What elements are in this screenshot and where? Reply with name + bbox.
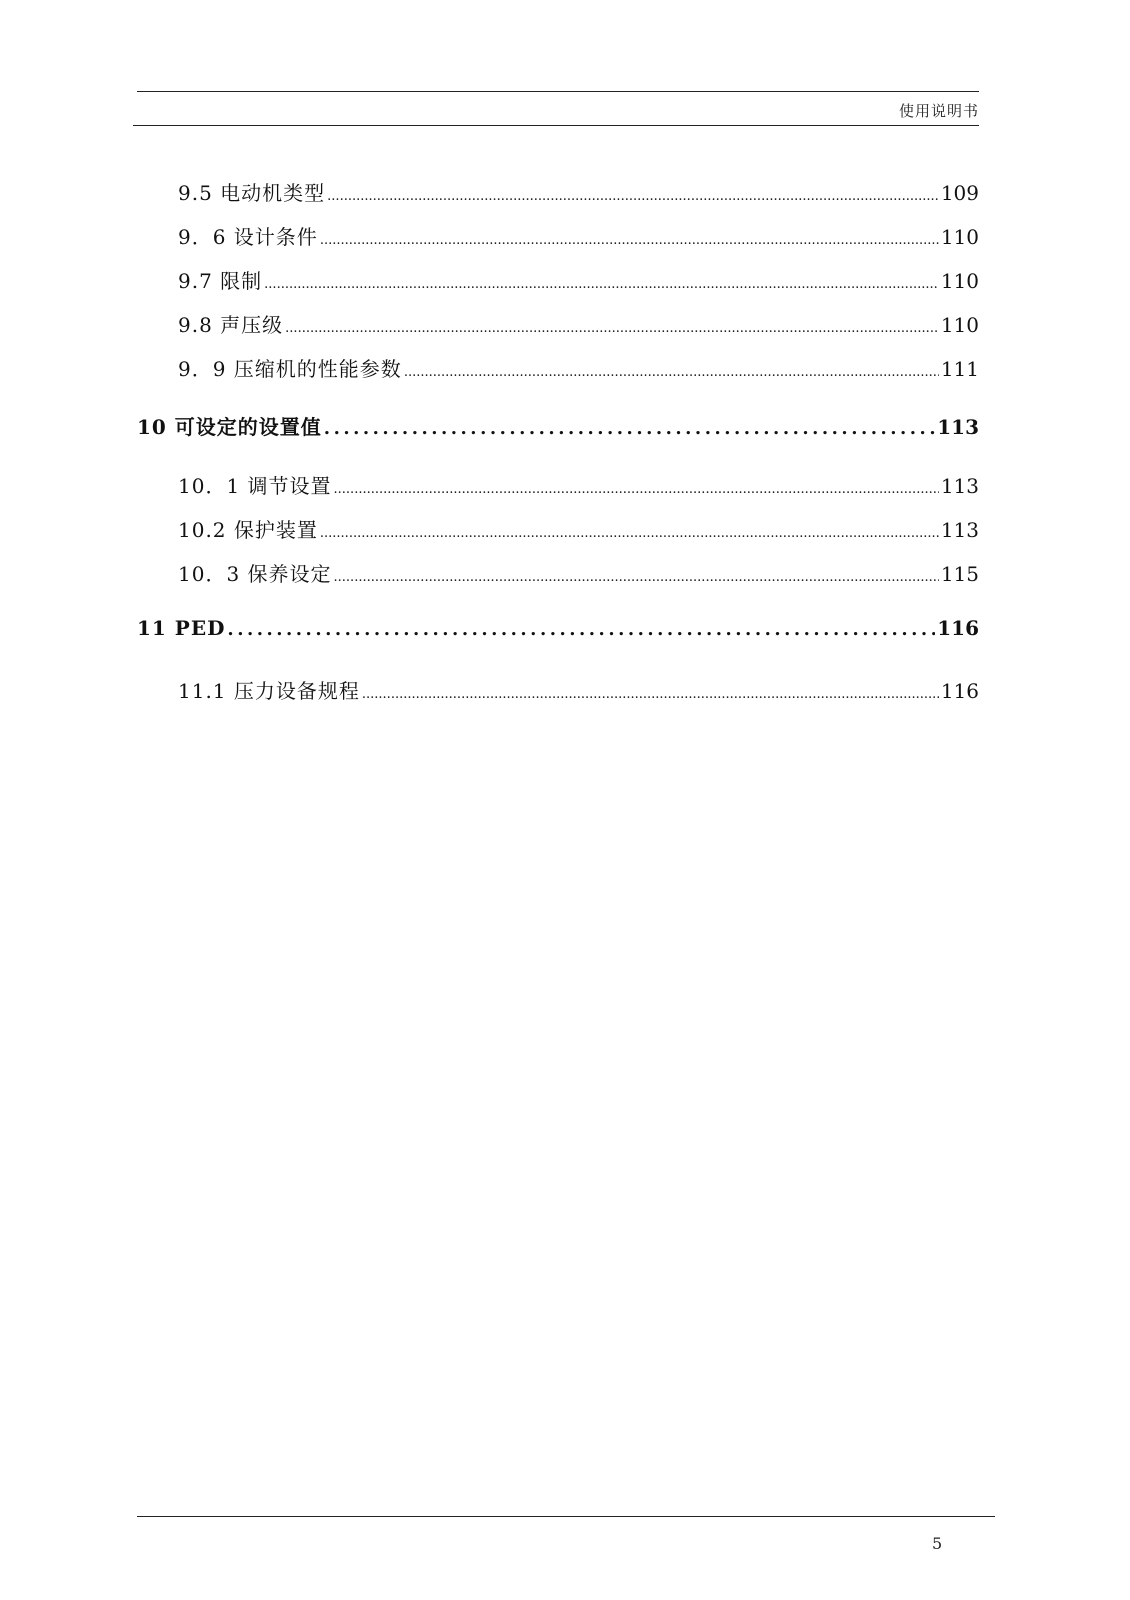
toc-entry-page: 110 <box>940 313 979 337</box>
toc-entry[interactable] <box>178 353 979 382</box>
toc-chapter-label: 11 PED <box>137 616 226 640</box>
toc-entry-page: 109 <box>940 181 979 205</box>
toc-entry-label: 9．6 设计条件 <box>178 225 318 249</box>
toc-entry[interactable] <box>178 558 979 587</box>
toc-entry-label: 9.7 限制 <box>178 269 263 293</box>
toc-leader-dots <box>264 277 939 292</box>
page-number: 5 <box>932 1534 943 1553</box>
footer-rule <box>137 1516 995 1517</box>
toc-entry-page: 115 <box>940 562 979 586</box>
toc-leader-dots <box>320 233 939 248</box>
toc-chapter-label: 10 可设定的设置值 <box>137 415 322 439</box>
toc-leader-dots <box>362 687 939 702</box>
toc-leader-dots <box>285 321 939 336</box>
toc-entry[interactable] <box>178 470 979 499</box>
toc-leader-dots <box>227 619 935 640</box>
toc-chapter-entry[interactable] <box>137 616 979 640</box>
toc-entry[interactable] <box>178 265 979 294</box>
toc-leader-dots <box>334 482 939 497</box>
toc-entry[interactable] <box>178 309 979 338</box>
toc-entry-label: 10.2 保护装置 <box>178 518 318 542</box>
toc-entry-page: 113 <box>940 518 979 542</box>
toc-leader-dots <box>334 570 939 585</box>
header-rule-top <box>137 91 979 92</box>
toc-chapter-entry[interactable] <box>137 411 979 440</box>
toc-leader-dots <box>327 189 939 204</box>
toc-entry-label: 10．3 保养设定 <box>178 562 332 586</box>
toc-leader-dots <box>324 418 935 439</box>
toc-entry-label: 10．1 调节设置 <box>178 474 332 498</box>
toc-entry-page: 110 <box>940 225 979 249</box>
toc-leader-dots <box>404 365 939 380</box>
toc-entry-page: 111 <box>940 357 979 381</box>
header-title: 使用说明书 <box>898 102 979 120</box>
toc-entry-page: 113 <box>940 474 979 498</box>
toc-entry-label: 9．9 压缩机的性能参数 <box>178 357 402 381</box>
toc-entry-label: 9.5 电动机类型 <box>178 181 326 205</box>
toc-entry[interactable] <box>178 675 979 704</box>
toc-entry[interactable] <box>178 221 979 250</box>
toc-entry-page: 110 <box>940 269 979 293</box>
toc-entry-label: 11.1 压力设备规程 <box>178 679 360 703</box>
toc-entry[interactable] <box>178 514 979 543</box>
toc-leader-dots <box>320 526 939 541</box>
toc-entry-label: 9.8 声压级 <box>178 313 284 337</box>
toc-entry-page: 116 <box>940 679 979 703</box>
header-rule-bottom <box>133 125 979 126</box>
toc-chapter-page: 116 <box>937 616 979 640</box>
toc-chapter-page: 113 <box>937 415 979 439</box>
toc-entry[interactable] <box>178 177 979 206</box>
